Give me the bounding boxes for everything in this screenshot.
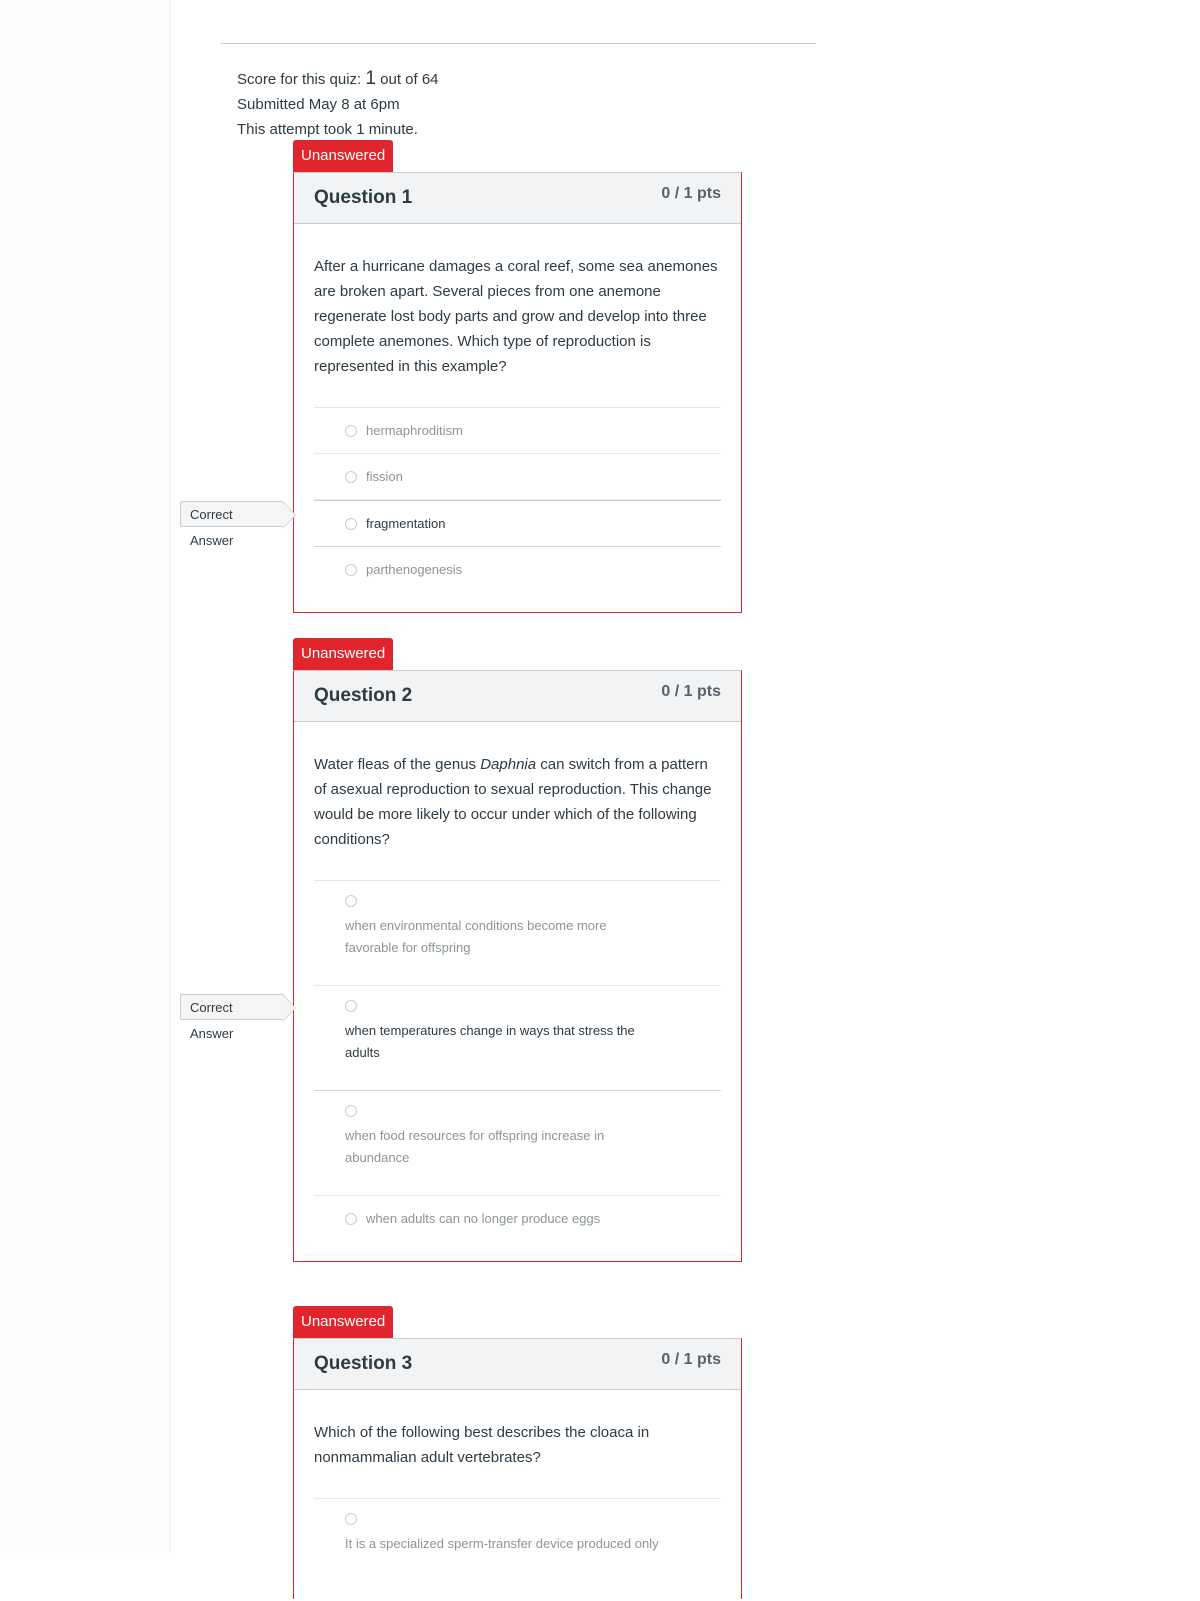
question-text: Which of the following best describes the cloaca in nonmammalian adult vertebrates? <box>314 1424 650 1466</box>
score-value: 1 <box>365 68 376 89</box>
answer-option[interactable]: It is a specialized sperm-transfer device produced only <box>314 1499 721 1581</box>
radio-icon[interactable] <box>345 518 357 530</box>
submitted-line: Submitted May 8 at 6pm <box>237 96 400 113</box>
unanswered-badge: Unanswered <box>293 140 393 172</box>
radio-icon[interactable] <box>345 1105 357 1117</box>
answer-option[interactable]: when food resources for offspring increase in abundance <box>314 1091 721 1196</box>
radio-icon[interactable] <box>345 1213 357 1225</box>
unanswered-badge: Unanswered <box>293 1306 393 1338</box>
question-1 <box>293 140 742 613</box>
answer-option[interactable]: when adults can no longer produce eggs <box>314 1196 721 1241</box>
radio-icon[interactable] <box>345 1000 357 1012</box>
question-title: Question 2 <box>314 685 413 706</box>
question-3 <box>293 1306 742 1599</box>
question-2 <box>293 638 742 1262</box>
page-margin <box>0 0 171 1553</box>
question-body <box>294 1390 741 1601</box>
answer-list <box>314 880 721 1241</box>
answer-option[interactable]: parthenogenesis <box>314 547 721 592</box>
radio-icon[interactable] <box>345 1513 357 1525</box>
question-card <box>293 670 742 1262</box>
answer-list <box>314 407 721 592</box>
answer-option[interactable]: hermaphroditism <box>314 408 721 454</box>
quiz-summary <box>237 66 439 142</box>
question-title: Question 3 <box>314 1353 413 1374</box>
question-header <box>294 173 741 224</box>
question-points: 0 / 1 pts <box>661 683 721 700</box>
correct-answer-tag: Correct Answer <box>180 501 283 527</box>
question-points: 0 / 1 pts <box>661 1351 721 1368</box>
question-text: Water fleas of the genus Daphnia can switch from a pattern of asexual reproduction to sexual reproduction. This change would be more likely to occur under which of the following conditions? <box>314 756 712 848</box>
genus-name: Daphnia <box>480 756 537 773</box>
radio-icon[interactable] <box>345 564 357 576</box>
unanswered-badge: Unanswered <box>293 638 393 670</box>
correct-answer-tag: Correct Answer <box>180 994 283 1020</box>
question-header <box>294 1339 741 1390</box>
answer-list <box>314 1498 721 1581</box>
answer-option-correct[interactable]: fragmentation <box>314 500 721 547</box>
question-card <box>293 172 742 613</box>
question-points: 0 / 1 pts <box>661 185 721 202</box>
question-body <box>294 722 741 1261</box>
answer-option[interactable]: when environmental conditions become more favorable for offspring <box>314 881 721 986</box>
answer-option[interactable]: fission <box>314 454 721 500</box>
question-header <box>294 671 741 722</box>
divider <box>220 43 816 44</box>
radio-icon[interactable] <box>345 895 357 907</box>
question-title: Question 1 <box>314 187 413 208</box>
question-body <box>294 224 741 612</box>
score-line: Score for this quiz: 1 out of 64 <box>237 68 439 89</box>
question-text: After a hurricane damages a coral reef, some sea anemones are broken apart. Several pieces from one anemone regenerate lost body parts and grow and develop into three complete anemones. Which type of reproduction is represented in this example? <box>314 258 718 375</box>
duration-line: This attempt took 1 minute. <box>237 121 418 138</box>
question-card <box>293 1338 742 1599</box>
radio-icon[interactable] <box>345 425 357 437</box>
answer-option-correct[interactable]: when temperatures change in ways that stress the adults <box>314 986 721 1091</box>
radio-icon[interactable] <box>345 471 357 483</box>
